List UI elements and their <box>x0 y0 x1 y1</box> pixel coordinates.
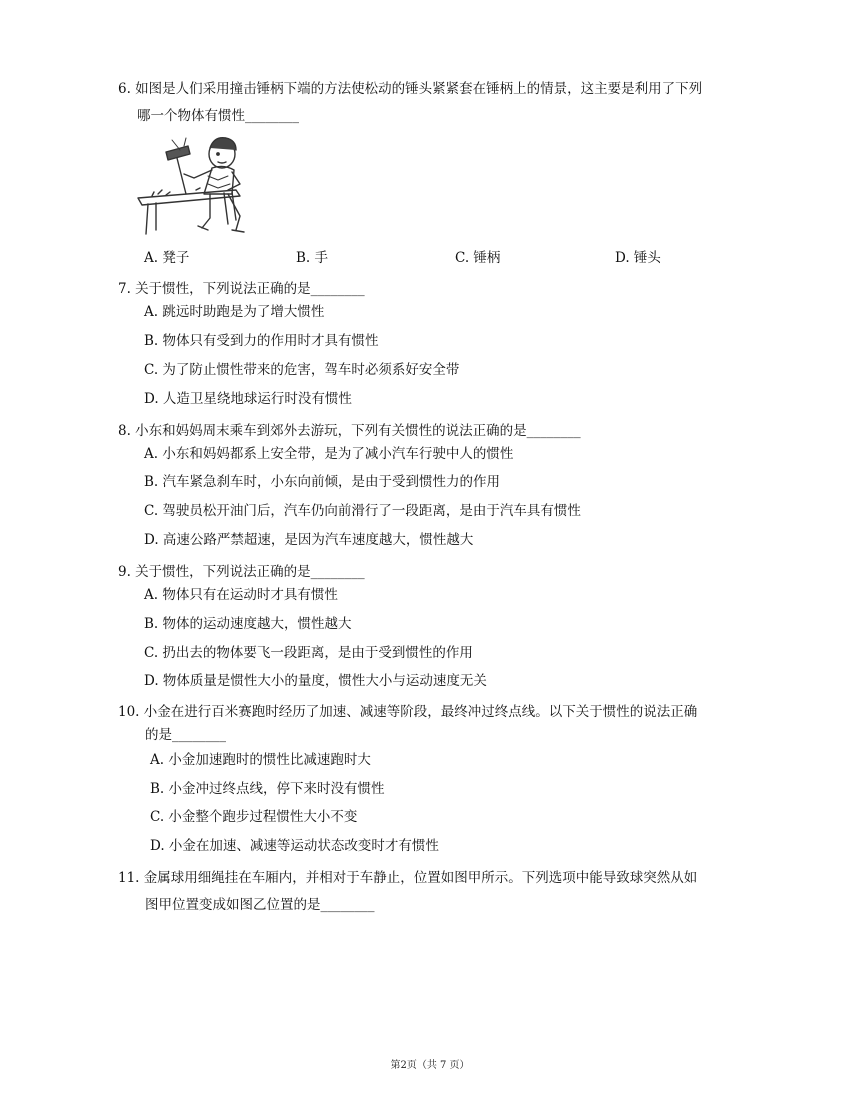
q11-stem-line-1: 11. 金属球用细绳挂在车厢内，并相对于车静止，位置如图甲所示。下列选项中能导致球突然从如 <box>118 870 698 886</box>
q10-option-b: B. 小金冲过终点线，停下来时没有惯性 <box>150 781 385 797</box>
q8-stem: 8. 小东和妈妈周末乘车到郊外去游玩，下列有关惯性的说法正确的是________ <box>118 423 581 439</box>
boy-hammering-on-bench-illustration <box>136 132 264 240</box>
page-footer: 第2页（共 7 页） <box>390 1060 470 1071</box>
q8-option-a: A. 小东和妈妈都系上安全带，是为了减小汽车行驶中人的惯性 <box>144 446 514 462</box>
q8-option-b: B. 汽车紧急刹车时，小东向前倾，是由于受到惯性力的作用 <box>144 474 501 490</box>
q6-option-c: C. 锤柄 <box>455 250 501 266</box>
q7-option-d: D. 人造卫星绕地球运行时没有惯性 <box>144 391 352 407</box>
q6-option-a: A. 凳子 <box>144 250 190 266</box>
q6-option-b: B. 手 <box>296 250 329 266</box>
q7-stem: 7. 关于惯性，下列说法正确的是________ <box>118 281 365 297</box>
q6-stem-line-1: 6. 如图是人们采用撞击锤柄下端的方法使松动的锤头紧紧套在锤柄上的情景，这主要是利用了下列 <box>118 81 703 97</box>
q10-stem-line-1: 10. 小金在进行百米赛跑时经历了加速、减速等阶段，最终冲过终点线。以下关于惯性的说法正确 <box>118 704 698 720</box>
q7-option-c: C. 为了防止惯性带来的危害，驾车时必须系好安全带 <box>144 362 460 378</box>
q6-stem-line-2: 哪一个物体有惯性________ <box>137 108 299 124</box>
q9-option-b: B. 物体的运动速度越大，惯性越大 <box>144 616 352 632</box>
q10-option-c: C. 小金整个跑步过程惯性大小不变 <box>150 809 358 825</box>
q11-stem-line-2: 图甲位置变成如图乙位置的是________ <box>145 897 375 913</box>
q7-option-a: A. 跳远时助跑是为了增大惯性 <box>144 304 325 320</box>
q9-option-a: A. 物体只有在运动时才具有惯性 <box>144 587 338 603</box>
hammer-illustration <box>136 132 264 240</box>
q7-option-b: B. 物体只有受到力的作用时才具有惯性 <box>144 333 379 349</box>
q9-option-c: C. 扔出去的物体要飞一段距离，是由于受到惯性的作用 <box>144 645 473 661</box>
q8-option-d: D. 高速公路严禁超速，是因为汽车速度越大，惯性越大 <box>144 532 474 548</box>
q9-option-d: D. 物体质量是惯性大小的量度，惯性大小与运动速度无关 <box>144 673 487 689</box>
q8-option-c: C. 驾驶员松开油门后，汽车仍向前滑行了一段距离，是由于汽车具有惯性 <box>144 503 581 519</box>
q6-options-row <box>0 248 860 268</box>
q10-option-d: D. 小金在加速、减速等运动状态改变时才有惯性 <box>150 838 439 854</box>
q10-stem-line-2: 的是________ <box>145 727 226 743</box>
q6-option-d: D. 锤头 <box>615 250 661 266</box>
q10-option-a: A. 小金加速跑时的惯性比减速跑时大 <box>150 752 371 768</box>
q9-stem: 9. 关于惯性，下列说法正确的是________ <box>118 564 365 580</box>
